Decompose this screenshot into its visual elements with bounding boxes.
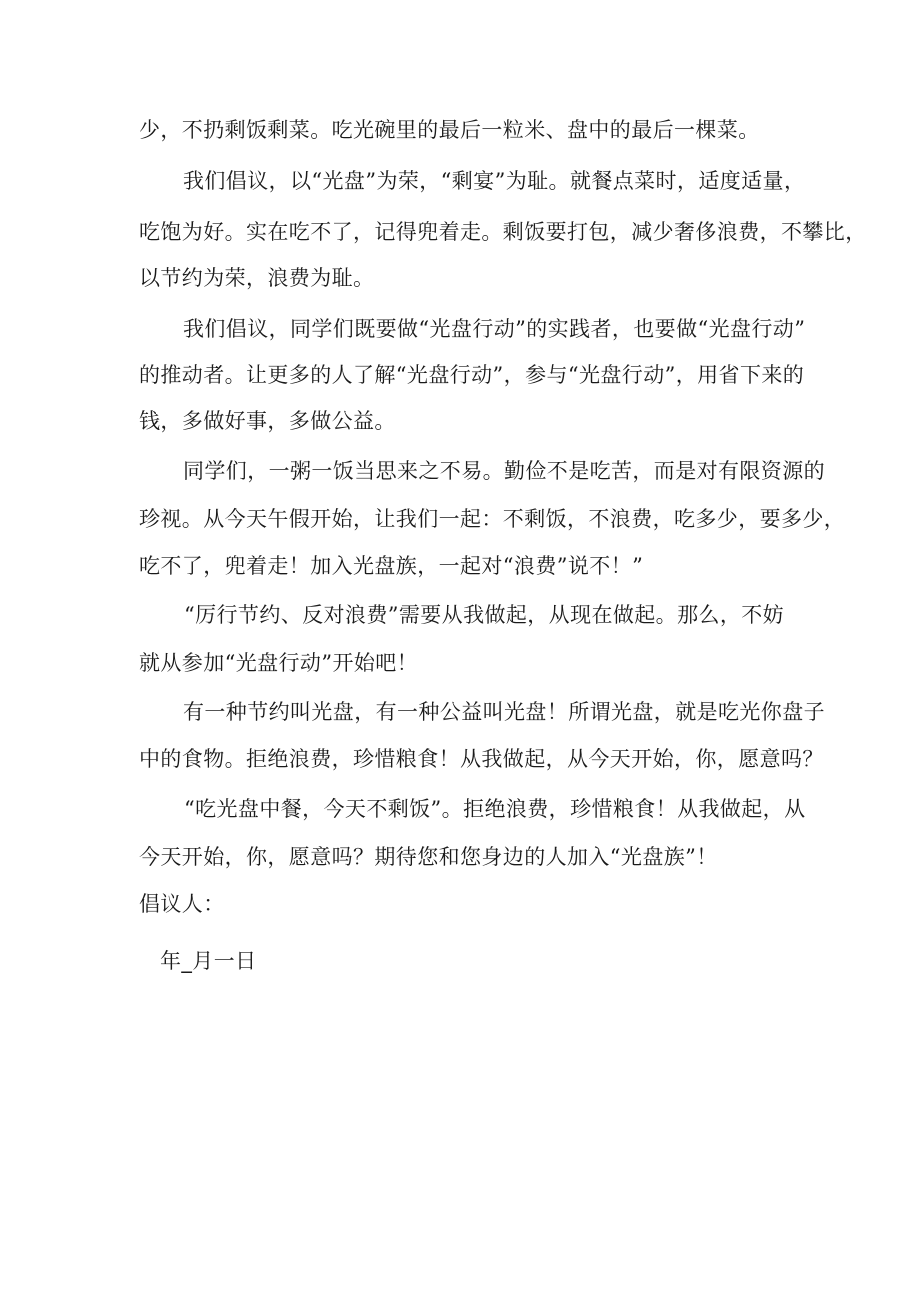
- paragraph-line-15: “吃光盘中餐，今天不剩饭”。拒绝浪费，珍惜粮食！从我做起，从: [184, 797, 806, 821]
- paragraph-line-3: 吃饱为好。实在吃不了，记得兜着走。剩饭要打包，减少奢侈浪费，不攀比，: [139, 220, 867, 244]
- paragraph-line-4: 以节约为荣，浪费为耻。: [139, 266, 375, 290]
- paragraph-line-5: 我们倡议，同学们既要做“光盘行动”的实践者，也要做“光盘行动”: [183, 317, 806, 341]
- paragraph-line-10: 吃不了，兜着走！加入光盘族，一起对“浪费”说不！”: [139, 554, 644, 578]
- paragraph-line-8: 同学们，一粥一饭当思来之不易。勤俭不是吃苦，而是对有限资源的: [183, 459, 825, 483]
- paragraph-line-13: 有一种节约叫光盘，有一种公益叫光盘！所谓光盘，就是吃光你盘子: [183, 700, 825, 724]
- paragraph-line-11: “厉行节约、反对浪费”需要从我做起，从现在做起。那么，不妨: [184, 603, 785, 627]
- date-line: 年_月一日: [160, 949, 257, 973]
- signature-label: 倡议人：: [139, 892, 225, 916]
- paragraph-line-2: 我们倡议，以“光盘”为荣，“剩宴”为耻。就餐点菜时，适度适量，: [183, 169, 806, 193]
- paragraph-line-6: 的推动者。让更多的人了解“光盘行动”，参与“光盘行动”，用省下来的: [139, 363, 805, 387]
- paragraph-line-12: 就从参加“光盘行动”开始吧！: [139, 651, 419, 675]
- paragraph-line-1: 少，不扔剩饭剩菜。吃光碗里的最后一粒米、盘中的最后一棵菜。: [139, 118, 760, 142]
- paragraph-line-7: 钱，多做好事，多做公益。: [139, 409, 396, 433]
- paragraph-line-9: 珍视。从今天午假开始，让我们一起：不剩饭，不浪费，吃多少，要多少，: [139, 507, 846, 531]
- paragraph-line-14: 中的食物。拒绝浪费，珍惜粮食！从我做起，从今天开始，你，愿意吗？: [139, 747, 824, 771]
- paragraph-line-16: 今天开始，你，愿意吗？期待您和您身边的人加入“光盘族”！: [139, 845, 718, 869]
